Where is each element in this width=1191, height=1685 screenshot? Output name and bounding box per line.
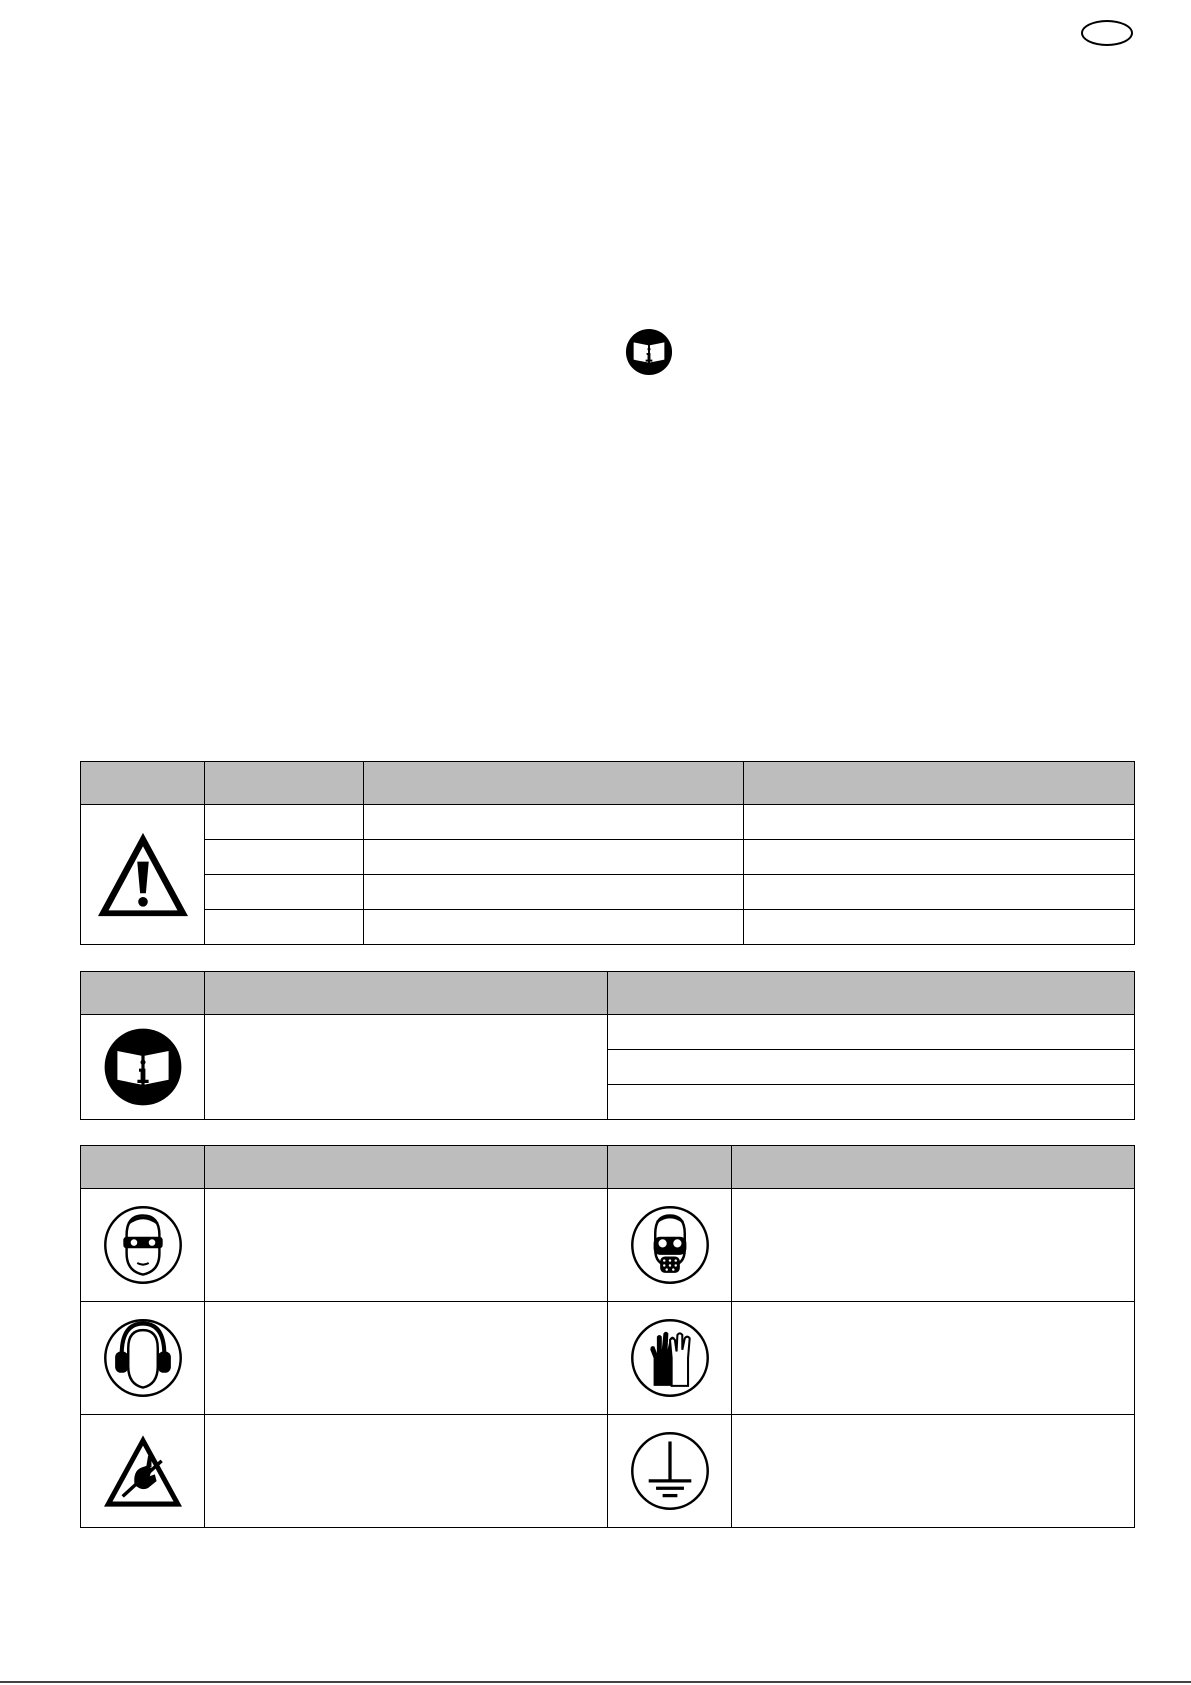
icon-cell	[81, 1189, 205, 1302]
table-cell	[364, 805, 744, 840]
warnings-table	[80, 761, 1135, 945]
icon-cell	[81, 1302, 205, 1415]
header-cell	[205, 762, 364, 805]
table-row	[81, 1015, 1135, 1050]
table-cell	[744, 805, 1135, 840]
header-cell	[732, 1146, 1135, 1189]
table-cell	[205, 805, 364, 840]
table-cell	[205, 1302, 608, 1415]
ppe-table	[80, 1145, 1135, 1528]
eye-protection-icon	[102, 1204, 184, 1286]
icon-cell	[608, 1189, 732, 1302]
ear-protection-icon	[102, 1317, 184, 1399]
table-cell	[364, 910, 744, 945]
table-row	[81, 1302, 1135, 1415]
table-cell	[608, 1085, 1135, 1120]
header-cell	[608, 1146, 732, 1189]
table-cell	[205, 875, 364, 910]
table-row	[81, 1415, 1135, 1528]
header-cell	[205, 1146, 608, 1189]
table-cell	[732, 1415, 1135, 1528]
table-cell	[205, 1015, 608, 1120]
icon-cell	[81, 1015, 205, 1120]
table-cell	[744, 875, 1135, 910]
language-badge	[1081, 20, 1133, 46]
icon-cell	[608, 1415, 732, 1528]
header-cell	[744, 762, 1135, 805]
read-manual-icon	[625, 328, 673, 376]
table-cell	[205, 1415, 608, 1528]
table-cell	[205, 1189, 608, 1302]
table-row	[81, 840, 1135, 875]
table-row	[81, 875, 1135, 910]
respiratory-protection-icon	[629, 1204, 711, 1286]
header-cell	[608, 972, 1135, 1015]
table-row	[81, 1189, 1135, 1302]
icon-cell	[81, 805, 205, 945]
protective-gloves-icon	[629, 1317, 711, 1399]
table-cell	[364, 840, 744, 875]
table-cell	[732, 1189, 1135, 1302]
manual-table	[80, 971, 1135, 1120]
electrostatic-sensitive-icon	[100, 1432, 186, 1510]
warning-triangle-icon	[95, 830, 191, 920]
table-cell	[732, 1302, 1135, 1415]
header-cell	[205, 972, 608, 1015]
ppe-table-header	[81, 1146, 1135, 1189]
manual-table-header	[81, 972, 1135, 1015]
icon-cell	[608, 1302, 732, 1415]
table-cell	[364, 875, 744, 910]
table-cell	[744, 840, 1135, 875]
page-bottom-rule	[0, 1681, 1191, 1683]
icon-cell	[81, 1415, 205, 1528]
table-cell	[608, 1015, 1135, 1050]
header-cell	[81, 762, 205, 805]
table-row	[81, 805, 1135, 840]
table-cell	[205, 840, 364, 875]
header-cell	[364, 762, 744, 805]
table-row	[81, 910, 1135, 945]
read-manual-icon	[103, 1027, 183, 1107]
table-cell	[205, 910, 364, 945]
table-cell	[744, 910, 1135, 945]
table-cell	[608, 1050, 1135, 1085]
earth-ground-icon	[629, 1430, 711, 1512]
header-cell	[81, 1146, 205, 1189]
header-cell	[81, 972, 205, 1015]
warnings-table-header	[81, 762, 1135, 805]
